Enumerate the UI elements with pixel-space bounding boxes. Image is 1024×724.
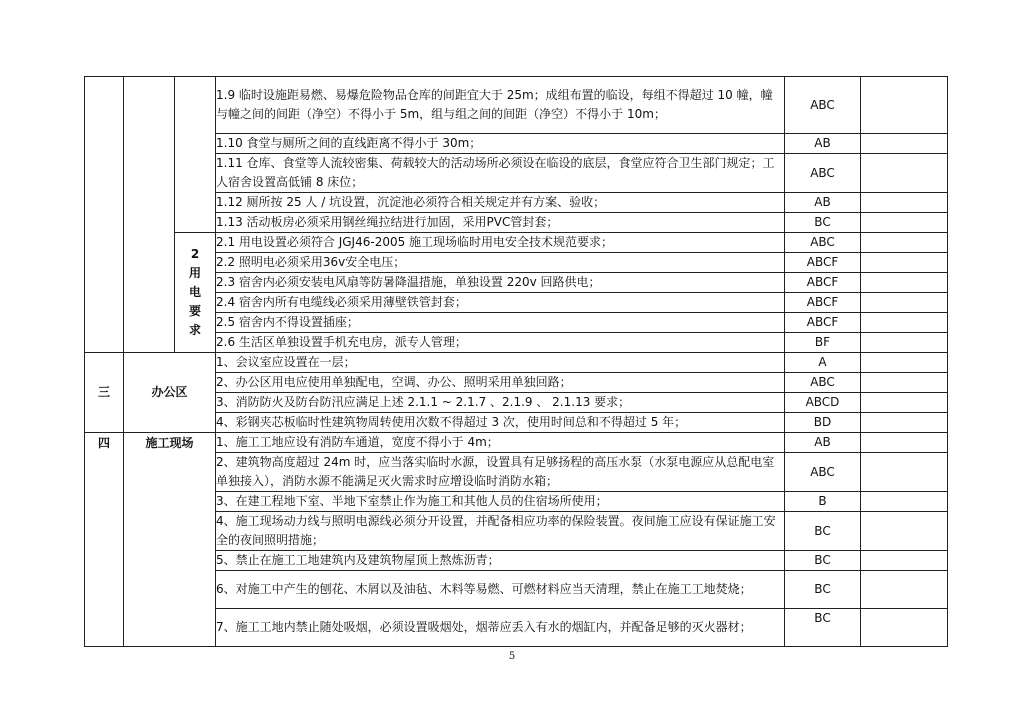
category-code: BC: [785, 512, 861, 551]
subsection-label-char: 要: [188, 304, 201, 318]
requirement-text: 2.1 用电设置必须符合 JGJ46-2005 施工现场临时用电安全技术规范要求；: [216, 233, 785, 253]
table-row: [85, 233, 948, 253]
remark-cell: [861, 213, 948, 233]
remark-cell: [861, 393, 948, 413]
remark-cell: [861, 313, 948, 333]
section-title: 施工现场: [124, 433, 216, 647]
table-row: [85, 353, 948, 373]
requirement-text: 2、办公区用电应使用单独配电，空调、办公、照明采用单独回路；: [216, 373, 785, 393]
requirement-text: 2.3 宿舍内必须安装电风扇等防暑降温措施，单独设置 220v 回路供电；: [216, 273, 785, 293]
category-code: ABCF: [785, 293, 861, 313]
remark-cell: [861, 373, 948, 393]
category-code: ABC: [785, 154, 861, 193]
requirement-text: 4、施工现场动力线与照明电源线必须分开设置，并配备相应功率的保险装置。夜间施工应设有保证施工安全的夜间照明措施；: [216, 512, 785, 551]
category-code: ABCF: [785, 253, 861, 273]
category-code: ABC: [785, 77, 861, 134]
requirement-text: 3、消防防火及防台防汛应满足上述 2.1.1 ~ 2.1.7 、2.1.9 、 2.1.13 要求；: [216, 393, 785, 413]
category-code: ABC: [785, 373, 861, 393]
category-code: BC: [785, 213, 861, 233]
section-title-cell: [124, 77, 175, 353]
category-code: ABCF: [785, 313, 861, 333]
category-code: AB: [785, 193, 861, 213]
requirement-text: 1.9 临时设施距易燃、易爆危险物品仓库的间距宜大于 25m；成组布置的临设，每组不得超过 10 幢，幢与幢之间的间距（净空）不得小于 5m，组与组之间的间距（净空）不得小于 10m；: [216, 77, 785, 134]
remark-cell: [861, 253, 948, 273]
remark-cell: [861, 353, 948, 373]
requirement-text: 2、建筑物高度超过 24m 时，应当落实临时水源，设置具有足够扬程的高压水泵（水泵电源应从总配电室单独接入），消防水源不能满足灭火需求时应增设临时消防水箱；: [216, 453, 785, 492]
category-code: BF: [785, 333, 861, 353]
remark-cell: [861, 571, 948, 609]
requirement-text: 2.4 宿舍内所有电缆线必须采用薄壁铁管封套；: [216, 293, 785, 313]
remark-cell: [861, 433, 948, 453]
category-code: AB: [785, 134, 861, 154]
section-number: 四: [85, 433, 124, 647]
category-code: ABCF: [785, 273, 861, 293]
requirement-text: 3、在建工程地下室、半地下室禁止作为施工和其他人员的住宿场所使用；: [216, 492, 785, 512]
requirement-text: 6、对施工中产生的刨花、木屑以及油毡、木料等易燃、可燃材料应当天清理，禁止在施工工地焚烧；: [216, 571, 785, 609]
remark-cell: [861, 134, 948, 154]
table-row: [85, 77, 948, 134]
requirements-table: [84, 76, 948, 647]
remark-cell: [861, 453, 948, 492]
remark-cell: [861, 492, 948, 512]
requirement-text: 5、禁止在施工工地建筑内及建筑物屋顶上熬炼沥青；: [216, 551, 785, 571]
remark-cell: [861, 193, 948, 213]
requirement-text: 1.13 活动板房必须采用钢丝绳拉结进行加固，采用PVC管封套；: [216, 213, 785, 233]
remark-cell: [861, 273, 948, 293]
requirement-text: 1.11 仓库、食堂等人流较密集、荷载较大的活动场所必须设在临设的底层，食堂应符合卫生部门规定；工人宿舍设置高低铺 8 床位；: [216, 154, 785, 193]
requirement-text: 1.10 食堂与厕所之间的直线距离不得小于 30m；: [216, 134, 785, 154]
remark-cell: [861, 154, 948, 193]
subsection-label-char: 求: [188, 323, 201, 337]
remark-cell: [861, 413, 948, 433]
category-code: B: [785, 492, 861, 512]
category-code: AB: [785, 433, 861, 453]
subsection-label-char: 电: [188, 285, 201, 299]
requirement-text: 2.5 宿舍内不得设置插座；: [216, 313, 785, 333]
requirement-text: 7、施工工地内禁止随处吸烟，必须设置吸烟处，烟蒂应丢入有水的烟缸内，并配备足够的灭火器材；: [216, 609, 785, 647]
subsection-label-char: 用: [188, 266, 201, 280]
section-title: 办公区: [124, 353, 216, 433]
subsection-label-power: [175, 233, 216, 353]
category-code: ABCD: [785, 393, 861, 413]
category-code: BD: [785, 413, 861, 433]
requirement-text: 2.6 生活区单独设置手机充电房，派专人管理；: [216, 333, 785, 353]
category-code: ABC: [785, 233, 861, 253]
category-code: BC: [785, 609, 861, 647]
remark-cell: [861, 551, 948, 571]
remark-cell: [861, 233, 948, 253]
requirement-text: 1、施工工地应设有消防车通道，宽度不得小于 4m；: [216, 433, 785, 453]
remark-cell: [861, 333, 948, 353]
category-code: ABC: [785, 453, 861, 492]
section-number-cell: [85, 77, 124, 353]
category-code: A: [785, 353, 861, 373]
requirement-text: 1.12 厕所按 25 人 / 坑设置，沉淀池必须符合相关规定并有方案、验收；: [216, 193, 785, 213]
section-number: 三: [85, 353, 124, 433]
page-number: 5: [508, 651, 516, 662]
table-row: [85, 433, 948, 453]
subsection-label-char: 2: [190, 247, 200, 261]
category-code: BC: [785, 571, 861, 609]
requirement-text: 4、彩钢夹芯板临时性建筑物周转使用次数不得超过 3 次，使用时间总和不得超过 5 年；: [216, 413, 785, 433]
remark-cell: [861, 77, 948, 134]
subsection-label-cell: [175, 77, 216, 233]
category-code: BC: [785, 551, 861, 571]
remark-cell: [861, 293, 948, 313]
requirement-text: 2.2 照明电必须采用36v安全电压；: [216, 253, 785, 273]
remark-cell: [861, 609, 948, 647]
requirement-text: 1、会议室应设置在一层；: [216, 353, 785, 373]
remark-cell: [861, 512, 948, 551]
